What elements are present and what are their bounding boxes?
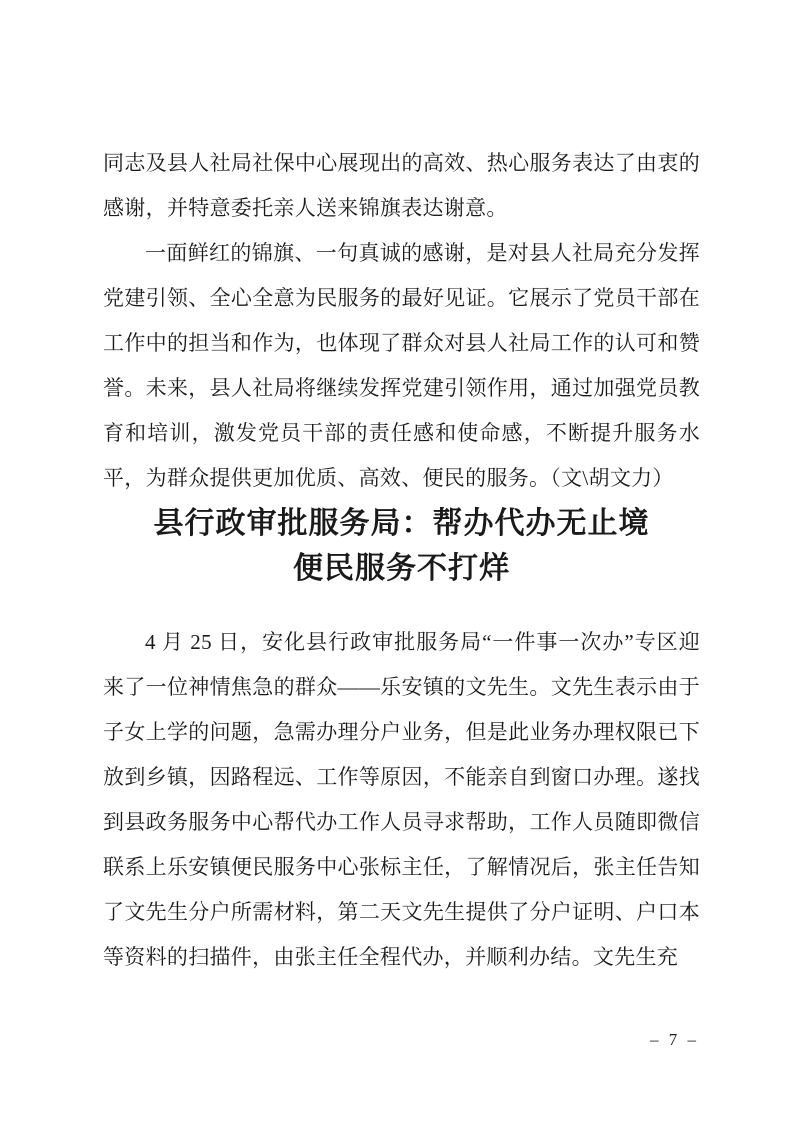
article-title-line-2: 便民服务不打烊 xyxy=(293,552,510,585)
paragraph-banner-gratitude: 一面鲜红的锦旗、一句真诚的感谢，是对县人社局充分发挥党建引领、全心全意为民服务的最好见证。它展示了党员干部在工作中的担当和作为，也体现了群众对县人社局工作的认可和赞誉。未来，县人社局将继续发挥党建引领作用，通过加强党员教育和培训，激发党员干部的责任感和使命感，不断提升服务水平，为群众提供更加优质、高效、便民的服务。（文\胡文力） xyxy=(103,241,700,490)
article-title xyxy=(103,501,700,591)
paragraph-article-body: 4 月 25 日，安化县行政审批服务局“一件事一次办”专区迎来了一位神情焦急的群众——乐安镇的文先生。文先生表示由于子女上学的问题，急需办理分户业务，但是此业务办理权限已下放到乡镇，因路程远、工作等原因，不能亲自到窗口办理。遂找到县政务服务中心帮代办工作人员寻求帮助，工作人员随即微信联系上乐安镇便民服务中心张标主任，了解情况后，张主任告知了文先生分户所需材料，第二天文先生提供了分户证明、户口本等资料的扫描件，由张主任全程代办，并顺利办结。文先生充 xyxy=(103,630,700,969)
article-title-line-1: 县行政审批服务局：帮办代办无止境 xyxy=(153,507,650,540)
page-number: – 7 – xyxy=(650,1030,699,1049)
paragraph-continuation: 同志及县人社局社保中心展现出的高效、热心服务表达了由衷的感谢，并特意委托亲人送来锦旗表达谢意。 xyxy=(103,151,700,220)
document-content xyxy=(103,141,700,980)
